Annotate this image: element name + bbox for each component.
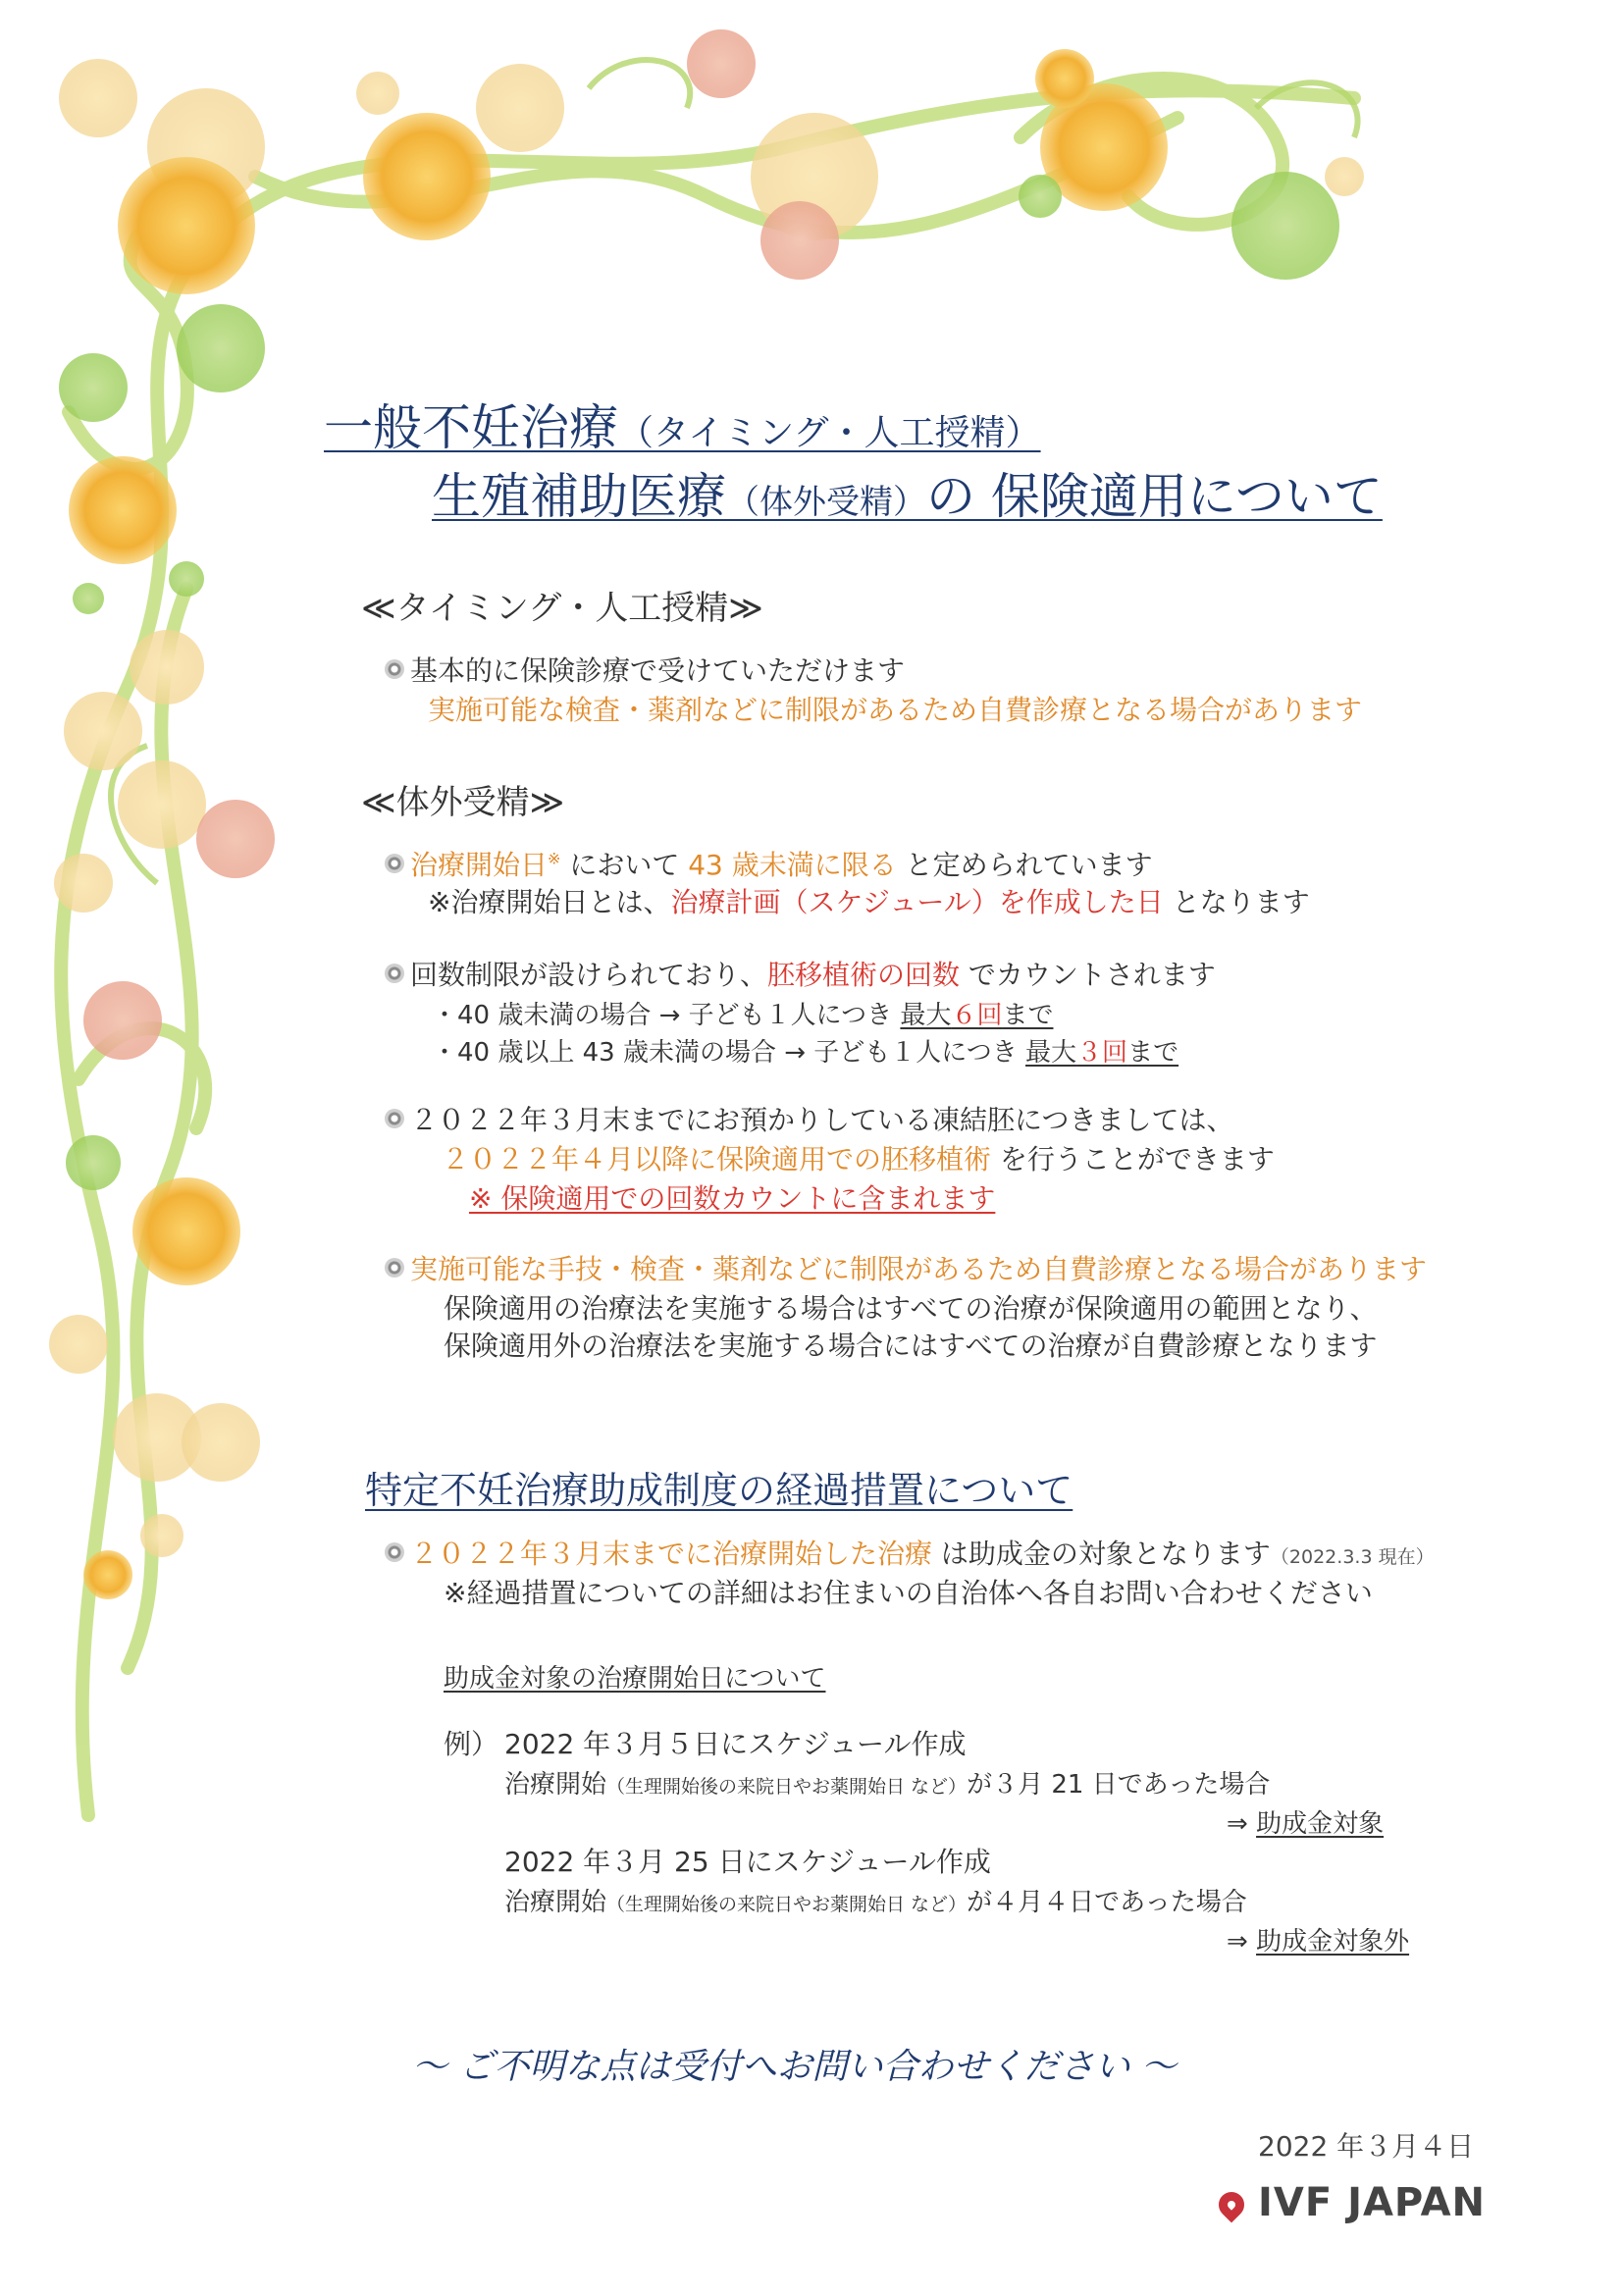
ivf-item2-r2-b: 最大 <box>1025 1038 1077 1068</box>
subsidy-heading-text: 特定不妊治療助成制度の経過措置について <box>365 1469 1073 1512</box>
ivf-item1-note-c: となります <box>1163 886 1310 918</box>
title-line1-underline <box>324 399 1041 456</box>
ivf-item4-c: 保険適用外の治療法を実施する場合にはすべての治療が自費診療となります <box>444 1330 1378 1362</box>
ivf-item2-r2-limit <box>1025 1038 1178 1068</box>
ivf-item2-r1-d: まで <box>1002 1001 1054 1030</box>
ivf-item4-b: 保険適用の治療法を実施する場合はすべての治療が保険適用の範囲となり、 <box>444 1292 1378 1325</box>
subsidy-p1-b: は助成金の対象となります <box>932 1538 1271 1570</box>
ivf-item-3 <box>385 1099 1233 1138</box>
ivf-item1-note-b: 治療計画（スケジュール）を作成した日 <box>670 886 1164 918</box>
arrow-icon: ⇒ <box>1227 1927 1257 1957</box>
ex1-start-date: が３月 21 日であった場合 <box>967 1770 1271 1800</box>
ex2-start: 治療開始 <box>504 1888 607 1917</box>
ivf-item3-c: を行うことができます <box>991 1143 1275 1175</box>
ivf-item2-r2-a: ・40 歳以上 43 歳未満の場合 → 子ども１人につき <box>432 1038 1026 1068</box>
ivf-item-1 <box>385 844 1153 883</box>
ivf-item-1-note <box>428 881 1310 920</box>
timing-point-1-note: 実施可能な検査・薬剤などに制限があるため自費診療となる場合があります <box>428 694 1363 726</box>
example-1-line-2 <box>504 1764 1270 1800</box>
ivf-item2-transfer-count: 胚移植術の回数 <box>767 959 961 991</box>
ivf-item1-note-a: ※治療開始日とは、 <box>428 886 671 918</box>
timing-heading: ≪タイミング・人工授精≫ <box>361 589 763 628</box>
subsidy-p2: ※経過措置についての詳細はお住まいの自治体へ各自お問い合わせください <box>444 1577 1373 1609</box>
ex1-start-note: （生理開始後の来院日やお薬開始日 など） <box>606 1776 968 1798</box>
example-2-result <box>1227 1921 1409 1957</box>
ivf-item-4 <box>385 1248 1427 1287</box>
timing-point-1-text: 基本的に保険診療で受けていただけます <box>410 654 906 687</box>
title-sub-ivf: （体外受精） <box>726 483 926 522</box>
bullet-icon <box>385 1258 404 1278</box>
example-2-line-1: 2022 年３月 25 日にスケジュール作成 <box>504 1846 991 1878</box>
title-main-general: 一般不妊治療 <box>324 399 618 456</box>
subsidy-p1-date: （2022.3.3 現在） <box>1270 1546 1435 1568</box>
ivf-item3-b: ２０２２年４月以降に保険適用での胚移植術 <box>442 1143 992 1175</box>
title-tail: の 保険適用について <box>926 468 1383 525</box>
bullet-icon <box>385 659 404 679</box>
ivf-item2-rule-1 <box>432 995 1053 1031</box>
subsidy-subheading-text: 助成金対象の治療開始日について <box>444 1664 826 1694</box>
title-sub-timing: （タイミング・人工授精） <box>618 413 1041 453</box>
ivf-item3-a: ２０２２年３月末までにお預かりしている凍結胚につきましては、 <box>410 1104 1234 1136</box>
ivf-heading: ≪体外受精≫ <box>361 783 565 822</box>
location-pin-icon <box>1214 2187 1250 2223</box>
ivf-item3-d: ※ 保険適用での回数カウントに含まれます <box>469 1182 996 1215</box>
ivf-item1-age-limit: 43 歳未満に限る <box>688 849 897 881</box>
bullet-icon <box>385 1109 404 1128</box>
subsidy-subheading <box>444 1658 825 1695</box>
example-label: 例） <box>444 1728 499 1760</box>
page-title-line2 <box>432 457 1383 528</box>
ivf-item2-r1-a: ・40 歳未満の場合 → 子ども１人につき <box>432 1001 901 1030</box>
ivf-item2-c: でカウントされます <box>960 959 1216 991</box>
example-2-line-2 <box>504 1882 1247 1918</box>
contact-message: ～ ご不明な点は受付へお問い合わせください ～ <box>412 2047 1177 2087</box>
ivf-item2-rule-2 <box>432 1032 1178 1069</box>
ivf-item2-r1-c: ６回 <box>951 1001 1003 1030</box>
timing-point-1 <box>385 650 905 689</box>
ivf-item2-r1-limit <box>900 1001 1053 1030</box>
ivf-item1-start-date: 治療開始日 <box>410 849 549 881</box>
ex1-result-text: 助成金対象 <box>1256 1809 1385 1839</box>
example-1-schedule: 2022 年３月５日にスケジュール作成 <box>504 1728 967 1760</box>
ivf-item1-d: と定められています <box>896 849 1153 881</box>
ivf-item2-r2-d: まで <box>1127 1038 1179 1068</box>
ivf-item4-a: 実施可能な手技・検査・薬剤などに制限があるため自費診療となる場合があります <box>410 1253 1428 1285</box>
subsidy-p1-a: ２０２２年３月末までに治療開始した治療 <box>410 1538 933 1570</box>
ivf-item2-r2-c: ３回 <box>1076 1038 1128 1068</box>
bullet-icon <box>385 964 404 983</box>
ex1-start: 治療開始 <box>504 1770 607 1800</box>
issue-date: 2022 年３月４日 <box>1258 2130 1475 2163</box>
ex2-start-date: が４月４日であった場合 <box>967 1888 1247 1917</box>
ivf-japan-logo <box>1219 2180 1486 2225</box>
ivf-item1-mark: ※ <box>548 849 561 868</box>
ivf-item-3-line2 <box>442 1138 1275 1177</box>
example-1-result <box>1227 1803 1384 1840</box>
ivf-item2-r1-b: 最大 <box>900 1001 952 1030</box>
subsidy-point-1 <box>385 1533 1435 1572</box>
ex2-result-text: 助成金対象外 <box>1256 1927 1410 1957</box>
bullet-icon <box>385 854 404 873</box>
subsidy-heading <box>365 1460 1073 1514</box>
ex2-start-note: （生理開始後の来院日やお薬開始日 など） <box>606 1894 968 1915</box>
arrow-icon: ⇒ <box>1227 1809 1257 1839</box>
ivf-item-3-note <box>469 1177 995 1217</box>
ivf-item2-a: 回数制限が設けられており、 <box>410 959 768 991</box>
title-main-art: 生殖補助医療 <box>432 468 726 525</box>
example-1-line-1 <box>444 1723 967 1762</box>
page-title-line1 <box>324 389 1041 459</box>
ivf-item-2 <box>385 954 1216 993</box>
bullet-icon <box>385 1542 404 1562</box>
title-line2-underline <box>432 468 1383 525</box>
logo-text: IVF JAPAN <box>1258 2180 1487 2225</box>
ivf-item1-b: において <box>560 849 689 881</box>
